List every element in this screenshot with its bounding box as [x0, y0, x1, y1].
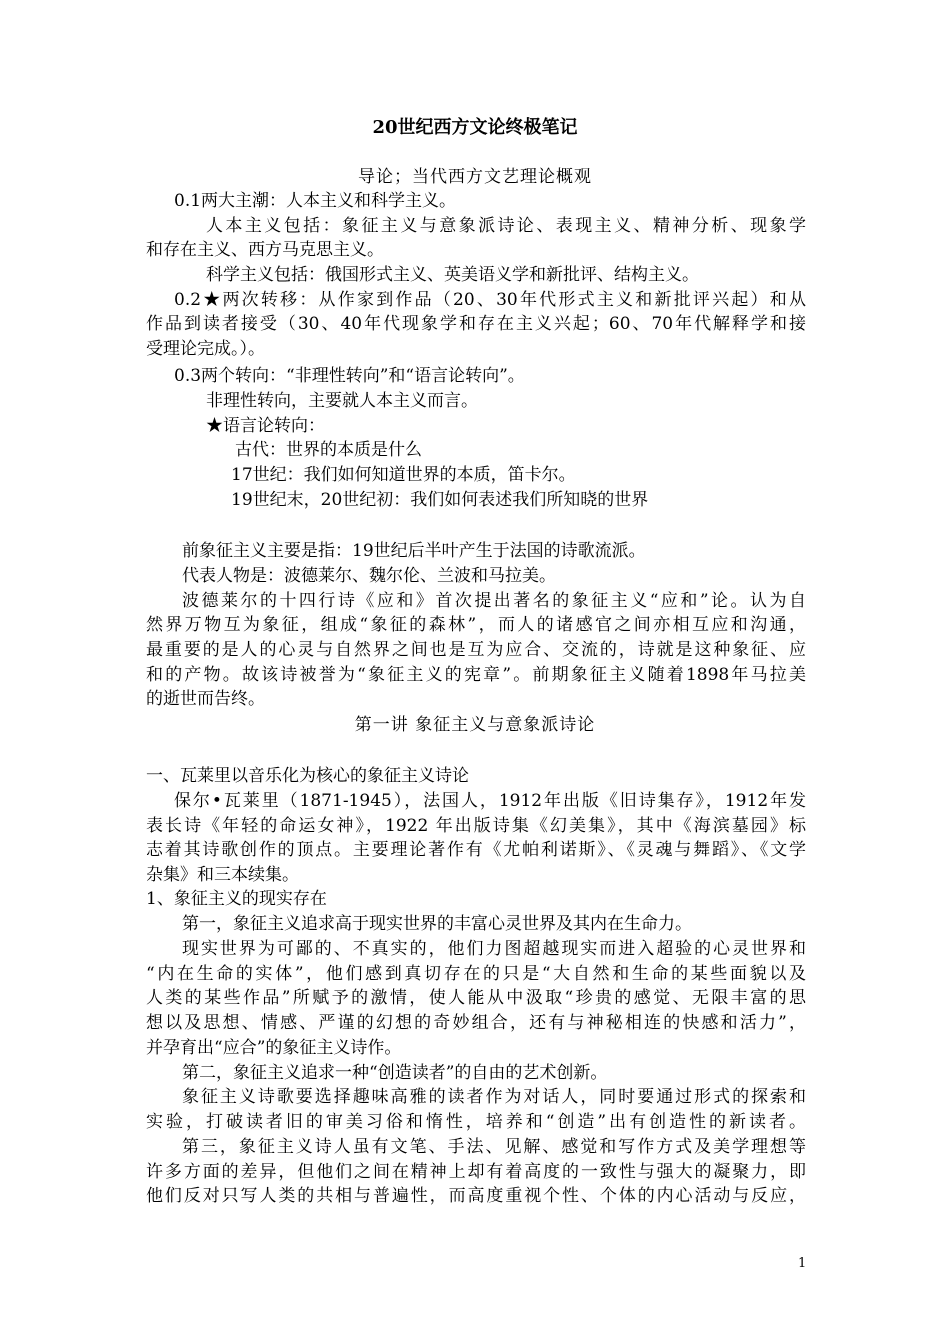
text-line: 的逝世而告终。	[146, 689, 265, 709]
text-line: 0.3两个转向：“非理性转向”和“语言论转向”。	[174, 366, 525, 386]
text-line: 古代：世界的本质是什么	[235, 440, 422, 460]
text-line: 第一，象征主义追求高于现实世界的丰富心灵世界及其内在生命力。	[182, 914, 692, 934]
text-line: 受理论完成。）。	[146, 339, 265, 359]
text-line: 第二，象征主义追求一种“创造读者”的自由的艺术创新。	[182, 1063, 608, 1083]
text-line: 作品到读者接受（30、40年代现象学和存在主义兴起；60、70年代解释学和接	[146, 314, 806, 334]
text-line: 第三，象征主义诗人虽有文笔、手法、见解、感觉和写作方式及美学理想等	[182, 1137, 806, 1157]
text-line: 0.1两大主潮：人本主义和科学主义。	[174, 191, 457, 211]
page-number: 1	[798, 1256, 807, 1271]
text-line: 前象征主义主要是指：19世纪后半叶产生于法国的诗歌流派。	[182, 541, 646, 561]
text-line: 最重要的是人的心灵与自然界之间也是互为应合、交流的，诗就是这种象征、应	[146, 640, 806, 660]
subsection-heading: 1、象征主义的现实存在	[146, 889, 327, 909]
text-line: 象征主义诗歌要选择趣味高雅的读者作为对话人，同时要通过形式的探索和	[182, 1087, 806, 1107]
text-line: 现实世界为可鄙的、不真实的，他们力图超越现实而进入超验的心灵世界和	[182, 939, 806, 959]
text-line: 保尔•瓦莱里（1871-1945），法国人，1912年出版《旧诗集存》，1912年发	[174, 791, 806, 811]
section-heading: 一、瓦莱里以音乐化为核心的象征主义诗论	[146, 766, 469, 786]
text-line: 人类的某些作品”所赋予的激情，使人能从中汲取“珍贵的感觉、无限丰富的思	[146, 988, 806, 1008]
text-line: 志着其诗歌创作的顶点。主要理论著作有《尤帕利诺斯》、《灵魂与舞蹈》、《文学	[146, 840, 806, 860]
text-line: 并孕育出“应合”的象征主义诗作。	[146, 1038, 402, 1058]
text-line: 他们反对只写人类的共相与普遍性，而高度重视个性、个体的内心活动与反应，	[146, 1186, 806, 1206]
text-line: 波德莱尔的十四行诗《应和》首次提出著名的象征主义“应和”论。认为自	[182, 591, 806, 611]
text-line: 和的产物。故该诗被誉为“象征主义的宪章”。前期象征主义随着1898年马拉美	[146, 665, 806, 685]
lecture-heading: 第一讲 象征主义与意象派诗论	[354, 715, 596, 735]
text-line: 实验，打破读者旧的审美习俗和惰性，培养和“创造”出有创造性的新读者。	[146, 1112, 806, 1132]
text-line: 代表人物是：波德莱尔、魏尔伦、兰波和马拉美。	[182, 566, 556, 586]
text-line: 非理性转向，主要就人本主义而言。	[206, 391, 478, 411]
text-line: 17世纪：我们如何知道世界的本质，笛卡尔。	[231, 465, 576, 485]
text-line: 和存在主义、西方马克思主义。	[146, 240, 384, 260]
text-line: “内在生命的实体”，他们感到真切存在的只是“大自然和生命的某些面貌以及	[146, 964, 806, 984]
text-line: 人本主义包括：象征主义与意象派诗论、表现主义、精神分析、现象学	[206, 216, 806, 236]
text-line: 然界万物互为象征，组成“象征的森林”，而人的诸感官之间亦相互应和沟通，	[146, 615, 806, 635]
text-line: 19世纪末，20世纪初：我们如何表述我们所知晓的世界	[231, 490, 649, 510]
text-line: 科学主义包括：俄国形式主义、英美语义学和新批评、结构主义。	[206, 265, 699, 285]
text-line: 杂集》和三本续集。	[146, 865, 299, 885]
intro-heading: 导论；当代西方文艺理论概观	[358, 167, 592, 187]
text-line: ★语言论转向：	[206, 416, 325, 436]
text-line: 想以及思想、情感、严谨的幻想的奇妙组合，还有与神秘相连的快感和活力”，	[146, 1013, 806, 1033]
document-title: 20世纪西方文论终极笔记	[372, 117, 578, 138]
text-line: 0.2★两次转移：从作家到作品（20、30年代形式主义和新批评兴起）和从	[174, 290, 806, 310]
text-line: 许多方面的差异，但他们之间在精神上却有着高度的一致性与强大的凝聚力，即	[146, 1162, 806, 1182]
text-line: 表长诗《年轻的命运女神》，1922 年出版诗集《幻美集》，其中《海滨墓园》标	[146, 816, 806, 836]
